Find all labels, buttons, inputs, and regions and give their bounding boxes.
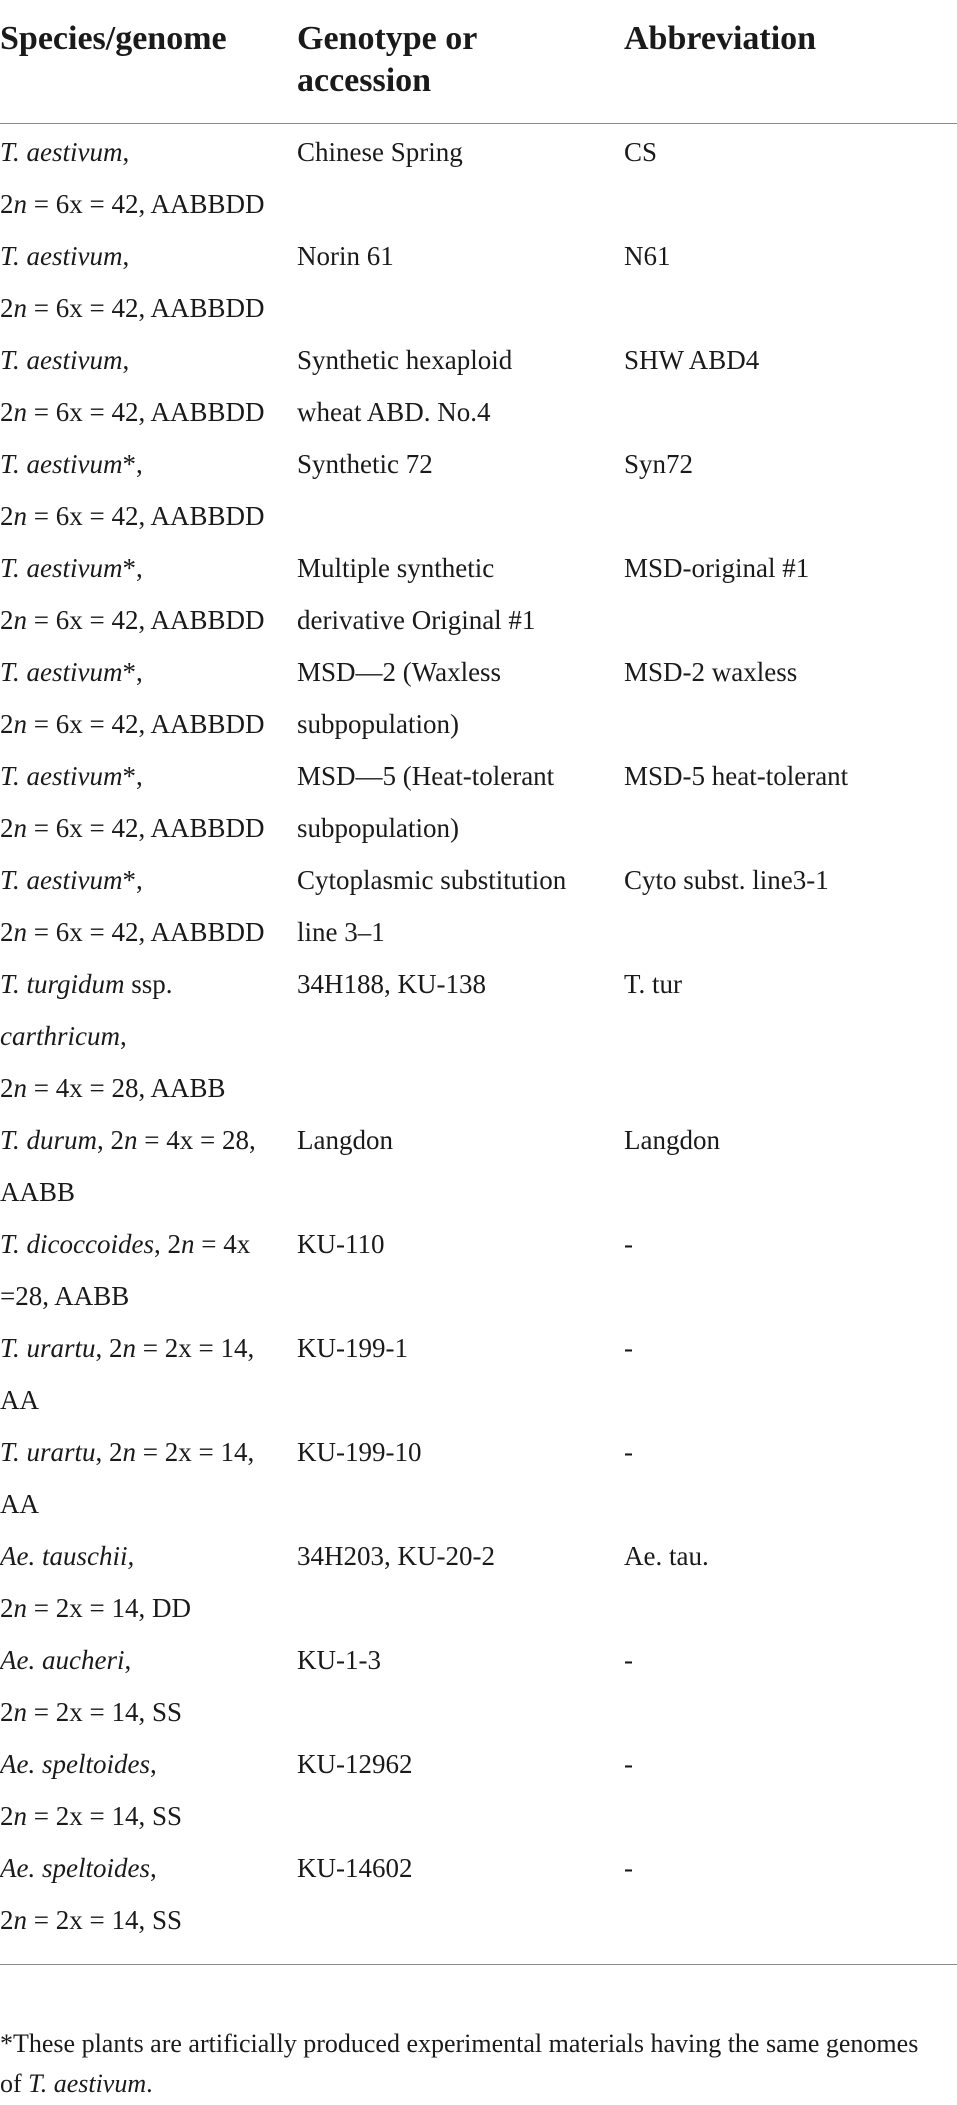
cell-abbreviation: - [624, 1853, 633, 1883]
cell-genotype: Chinese Spring [297, 137, 463, 167]
table-row [0, 646, 957, 750]
cell-genotype: Synthetic hexaploid wheat ABD. No.4 [297, 345, 513, 427]
cell-abbreviation: - [624, 1333, 633, 1363]
table-row [0, 1530, 957, 1634]
cell-abbreviation: - [624, 1645, 633, 1675]
cell-genotype: Cytoplasmic substitution line 3–1 [297, 865, 567, 947]
cell-species: T. aestivum*, 2n = 6x = 42, AABBDD [0, 865, 265, 947]
table-row [0, 1218, 957, 1322]
table-row [0, 1114, 957, 1218]
cell-genotype: 34H188, KU-138 [297, 969, 486, 999]
cell-abbreviation: - [624, 1229, 633, 1259]
header-genotype: Genotype or accession [297, 20, 478, 99]
cell-genotype: KU-1-3 [297, 1645, 381, 1675]
footnote-line-2: of T. aestivum. [0, 2069, 153, 2098]
table-header [0, 0, 957, 124]
cell-abbreviation: N61 [624, 241, 671, 271]
cell-abbreviation: - [624, 1437, 633, 1467]
cell-abbreviation: CS [624, 137, 658, 167]
cell-genotype: Norin 61 [297, 241, 394, 271]
table-row [0, 1426, 957, 1530]
cell-species: T. aestivum*, 2n = 6x = 42, AABBDD [0, 657, 265, 739]
cell-genotype: KU-14602 [297, 1853, 413, 1883]
cell-abbreviation: MSD-5 heat-tolerant [624, 761, 849, 791]
cell-species: T. aestivum*, 2n = 6x = 42, AABBDD [0, 553, 265, 635]
cell-species: T. dicoccoides, 2n = 4x =28, AABB [0, 1229, 251, 1311]
cell-abbreviation: T. tur [624, 969, 682, 999]
cell-abbreviation: Cyto subst. line3-1 [624, 865, 829, 895]
cell-species: T. urartu, 2n = 2x = 14, AA [0, 1437, 255, 1519]
cell-abbreviation: SHW ABD4 [624, 345, 760, 375]
cell-abbreviation: Langdon [624, 1125, 720, 1155]
cell-genotype: Langdon [297, 1125, 393, 1155]
table-row [0, 230, 957, 334]
table-footnote [0, 2024, 957, 2104]
cell-species: Ae. speltoides, 2n = 2x = 14, SS [0, 1853, 182, 1935]
cell-genotype: MSD—5 (Heat-tolerant subpopulation) [297, 761, 555, 843]
table-row [0, 750, 957, 854]
cell-species: T. aestivum, 2n = 6x = 42, AABBDD [0, 345, 265, 427]
cell-genotype: Synthetic 72 [297, 449, 433, 479]
cell-genotype: KU-199-10 [297, 1437, 422, 1467]
cell-abbreviation: MSD-original #1 [624, 553, 810, 583]
cell-species: T. aestivum*, 2n = 6x = 42, AABBDD [0, 449, 265, 531]
cell-species: Ae. tauschii, 2n = 2x = 14, DD [0, 1541, 191, 1623]
table-row [0, 126, 957, 230]
cell-genotype: 34H203, KU-20-2 [297, 1541, 495, 1571]
cell-genotype: MSD—2 (Waxless subpopulation) [297, 657, 502, 739]
footnote-line-1: *These plants are artificially produced experimental materials having the same genomes [0, 2029, 919, 2058]
cell-species: Ae. aucheri, 2n = 2x = 14, SS [0, 1645, 182, 1727]
cell-species: T. turgidum ssp. carthricum, 2n = 4x = 28, AABB [0, 969, 226, 1103]
table-row [0, 1322, 957, 1426]
cell-species: T. aestivum, 2n = 6x = 42, AABBDD [0, 241, 265, 323]
cell-species: T. aestivum*, 2n = 6x = 42, AABBDD [0, 761, 265, 843]
cell-abbreviation: - [624, 1749, 633, 1779]
cell-genotype: KU-199-1 [297, 1333, 408, 1363]
cell-abbreviation: Ae. tau. [624, 1541, 709, 1571]
table-row [0, 854, 957, 958]
cell-species: Ae. speltoides, 2n = 2x = 14, SS [0, 1749, 182, 1831]
table-row [0, 1738, 957, 1842]
cell-genotype: KU-12962 [297, 1749, 413, 1779]
table-row [0, 542, 957, 646]
cell-genotype: KU-110 [297, 1229, 385, 1259]
cell-abbreviation: Syn72 [624, 449, 694, 479]
header-species: Species/genome [0, 20, 227, 57]
table-row [0, 334, 957, 438]
table-row [0, 438, 957, 542]
cell-species: T. urartu, 2n = 2x = 14, AA [0, 1333, 255, 1415]
cell-species: T. aestivum, 2n = 6x = 42, AABBDD [0, 137, 265, 219]
table-body [0, 126, 957, 1946]
cell-abbreviation: MSD-2 waxless [624, 657, 798, 687]
bottom-rule [0, 1964, 957, 1965]
table-row [0, 958, 957, 1114]
header-rule [0, 123, 957, 124]
cell-species: T. durum, 2n = 4x = 28, AABB [0, 1125, 256, 1207]
table-row [0, 1634, 957, 1738]
table-row [0, 1842, 957, 1946]
header-abbreviation: Abbreviation [624, 20, 817, 57]
cell-genotype: Multiple synthetic derivative Original #1 [297, 553, 536, 635]
